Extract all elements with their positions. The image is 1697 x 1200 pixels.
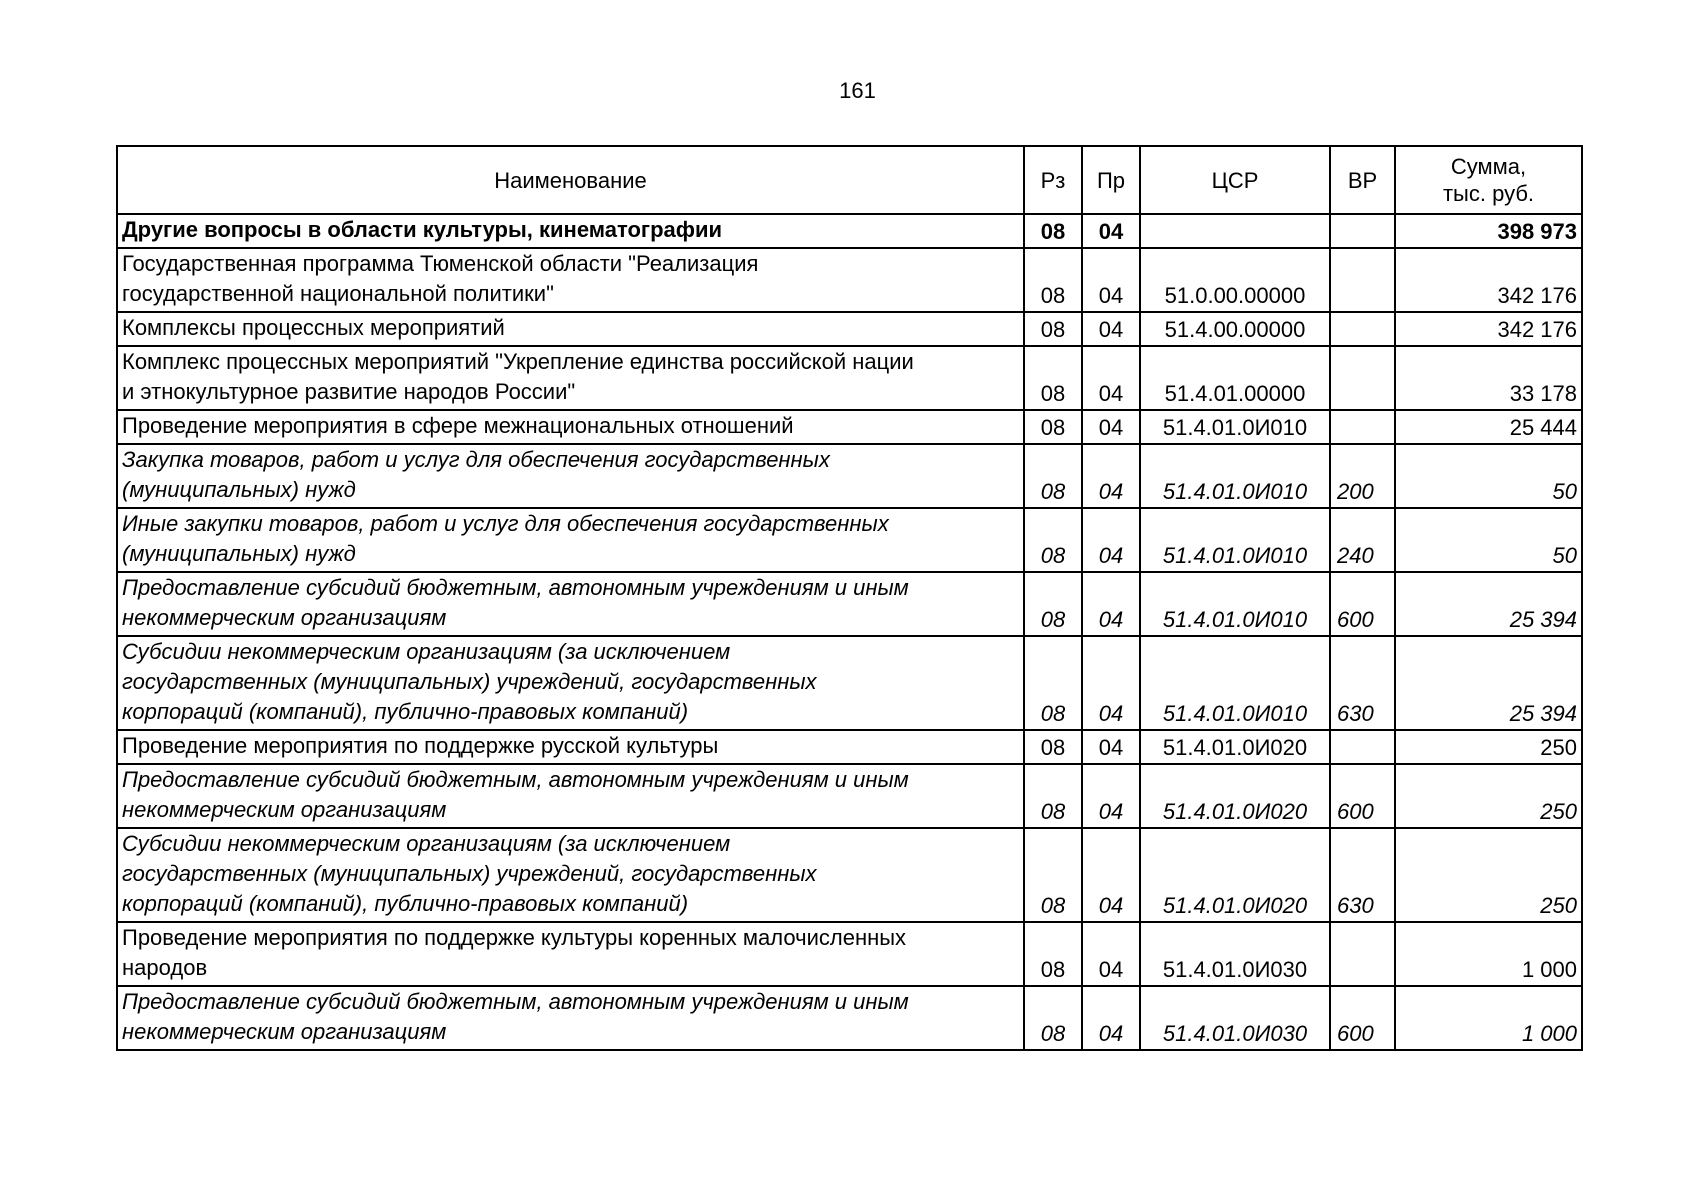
cell-pr: 04 bbox=[1082, 312, 1140, 346]
cell-rz: 08 bbox=[1024, 922, 1082, 986]
cell-vr: 600 bbox=[1330, 764, 1395, 828]
budget-table bbox=[116, 145, 1583, 1051]
cell-rz: 08 bbox=[1024, 828, 1082, 922]
cell-name: Комплексы процессных мероприятий bbox=[117, 312, 1024, 346]
cell-sum: 342 176 bbox=[1395, 248, 1582, 312]
cell-vr: 600 bbox=[1330, 986, 1395, 1050]
table-row bbox=[117, 922, 1582, 986]
cell-vr bbox=[1330, 410, 1395, 444]
header-csr: ЦСР bbox=[1140, 146, 1330, 214]
cell-name: Предоставление субсидий бюджетным, автономным учреждениям и иным некоммерческим организациям bbox=[117, 764, 1024, 828]
table-row bbox=[117, 444, 1582, 508]
cell-pr: 04 bbox=[1082, 636, 1140, 730]
cell-rz: 08 bbox=[1024, 214, 1082, 248]
cell-vr bbox=[1330, 346, 1395, 410]
cell-vr: 240 bbox=[1330, 508, 1395, 572]
page-number: 161 bbox=[839, 78, 876, 103]
cell-vr bbox=[1330, 312, 1395, 346]
header-name: Наименование bbox=[117, 146, 1024, 214]
cell-vr: 200 bbox=[1330, 444, 1395, 508]
cell-csr: 51.4.01.0И030 bbox=[1140, 986, 1330, 1050]
cell-pr: 04 bbox=[1082, 572, 1140, 636]
cell-sum: 398 973 bbox=[1395, 214, 1582, 248]
cell-rz: 08 bbox=[1024, 444, 1082, 508]
cell-name: Проведение мероприятия по поддержке русской культуры bbox=[117, 730, 1024, 764]
cell-name: Субсидии некоммерческим организациям (за исключением государственных (муниципальных) учреждений, государственных корпораций (компаний), публично-правовых компаний) bbox=[117, 828, 1024, 922]
cell-vr bbox=[1330, 248, 1395, 312]
cell-rz: 08 bbox=[1024, 248, 1082, 312]
cell-name: Государственная программа Тюменской области "Реализация государственной национальной политики" bbox=[117, 248, 1024, 312]
cell-name: Иные закупки товаров, работ и услуг для обеспечения государственных (муниципальных) нужд bbox=[117, 508, 1024, 572]
table-row bbox=[117, 214, 1582, 248]
cell-csr: 51.4.01.00000 bbox=[1140, 346, 1330, 410]
cell-name: Предоставление субсидий бюджетным, автономным учреждениям и иным некоммерческим организациям bbox=[117, 986, 1024, 1050]
cell-pr: 04 bbox=[1082, 730, 1140, 764]
cell-sum: 342 176 bbox=[1395, 312, 1582, 346]
cell-sum: 25 444 bbox=[1395, 410, 1582, 444]
header-pr: Пр bbox=[1082, 146, 1140, 214]
cell-pr: 04 bbox=[1082, 508, 1140, 572]
table-header-row bbox=[117, 146, 1582, 214]
header-vr: ВР bbox=[1330, 146, 1395, 214]
cell-pr: 04 bbox=[1082, 986, 1140, 1050]
table-row bbox=[117, 312, 1582, 346]
cell-rz: 08 bbox=[1024, 764, 1082, 828]
cell-vr bbox=[1330, 214, 1395, 248]
cell-rz: 08 bbox=[1024, 410, 1082, 444]
cell-pr: 04 bbox=[1082, 922, 1140, 986]
cell-sum: 1 000 bbox=[1395, 922, 1582, 986]
table-row bbox=[117, 764, 1582, 828]
table-row bbox=[117, 730, 1582, 764]
cell-pr: 04 bbox=[1082, 214, 1140, 248]
table-row bbox=[117, 410, 1582, 444]
cell-name: Другие вопросы в области культуры, кинематографии bbox=[117, 214, 1024, 248]
cell-pr: 04 bbox=[1082, 346, 1140, 410]
table-row bbox=[117, 248, 1582, 312]
cell-rz: 08 bbox=[1024, 312, 1082, 346]
cell-csr: 51.4.00.00000 bbox=[1140, 312, 1330, 346]
table-row bbox=[117, 346, 1582, 410]
cell-csr: 51.4.01.0И010 bbox=[1140, 572, 1330, 636]
cell-vr bbox=[1330, 922, 1395, 986]
cell-csr: 51.4.01.0И020 bbox=[1140, 730, 1330, 764]
table-row bbox=[117, 986, 1582, 1050]
cell-rz: 08 bbox=[1024, 572, 1082, 636]
cell-csr: 51.4.01.0И010 bbox=[1140, 444, 1330, 508]
cell-name: Закупка товаров, работ и услуг для обеспечения государственных (муниципальных) нужд bbox=[117, 444, 1024, 508]
cell-pr: 04 bbox=[1082, 410, 1140, 444]
cell-name: Проведение мероприятия в сфере межнациональных отношений bbox=[117, 410, 1024, 444]
cell-pr: 04 bbox=[1082, 444, 1140, 508]
cell-csr: 51.4.01.0И020 bbox=[1140, 764, 1330, 828]
cell-sum: 250 bbox=[1395, 828, 1582, 922]
cell-sum: 25 394 bbox=[1395, 636, 1582, 730]
cell-csr: 51.4.01.0И020 bbox=[1140, 828, 1330, 922]
table-row bbox=[117, 636, 1582, 730]
cell-pr: 04 bbox=[1082, 828, 1140, 922]
cell-csr: 51.4.01.0И010 bbox=[1140, 410, 1330, 444]
cell-sum: 33 178 bbox=[1395, 346, 1582, 410]
header-rz: Рз bbox=[1024, 146, 1082, 214]
cell-name: Проведение мероприятия по поддержке культуры коренных малочисленных народов bbox=[117, 922, 1024, 986]
cell-rz: 08 bbox=[1024, 346, 1082, 410]
table-body bbox=[117, 214, 1582, 1050]
cell-csr: 51.4.01.0И010 bbox=[1140, 508, 1330, 572]
cell-sum: 1 000 bbox=[1395, 986, 1582, 1050]
cell-csr: 51.4.01.0И030 bbox=[1140, 922, 1330, 986]
table-row bbox=[117, 828, 1582, 922]
cell-rz: 08 bbox=[1024, 636, 1082, 730]
cell-name: Комплекс процессных мероприятий "Укрепление единства российской нации и этнокультурное развитие народов России" bbox=[117, 346, 1024, 410]
cell-pr: 04 bbox=[1082, 248, 1140, 312]
cell-name: Субсидии некоммерческим организациям (за исключением государственных (муниципальных) учреждений, государственных корпораций (компаний), публично-правовых компаний) bbox=[117, 636, 1024, 730]
table-row bbox=[117, 508, 1582, 572]
header-sum: Сумма, тыс. руб. bbox=[1395, 146, 1582, 214]
cell-rz: 08 bbox=[1024, 508, 1082, 572]
cell-sum: 50 bbox=[1395, 444, 1582, 508]
cell-sum: 250 bbox=[1395, 764, 1582, 828]
table-row bbox=[117, 572, 1582, 636]
cell-vr: 600 bbox=[1330, 572, 1395, 636]
cell-vr bbox=[1330, 730, 1395, 764]
cell-pr: 04 bbox=[1082, 764, 1140, 828]
cell-sum: 250 bbox=[1395, 730, 1582, 764]
cell-name: Предоставление субсидий бюджетным, автономным учреждениям и иным некоммерческим организациям bbox=[117, 572, 1024, 636]
cell-rz: 08 bbox=[1024, 986, 1082, 1050]
cell-vr: 630 bbox=[1330, 636, 1395, 730]
cell-sum: 50 bbox=[1395, 508, 1582, 572]
cell-csr bbox=[1140, 214, 1330, 248]
cell-csr: 51.4.01.0И010 bbox=[1140, 636, 1330, 730]
cell-csr: 51.0.00.00000 bbox=[1140, 248, 1330, 312]
cell-rz: 08 bbox=[1024, 730, 1082, 764]
cell-sum: 25 394 bbox=[1395, 572, 1582, 636]
cell-vr: 630 bbox=[1330, 828, 1395, 922]
